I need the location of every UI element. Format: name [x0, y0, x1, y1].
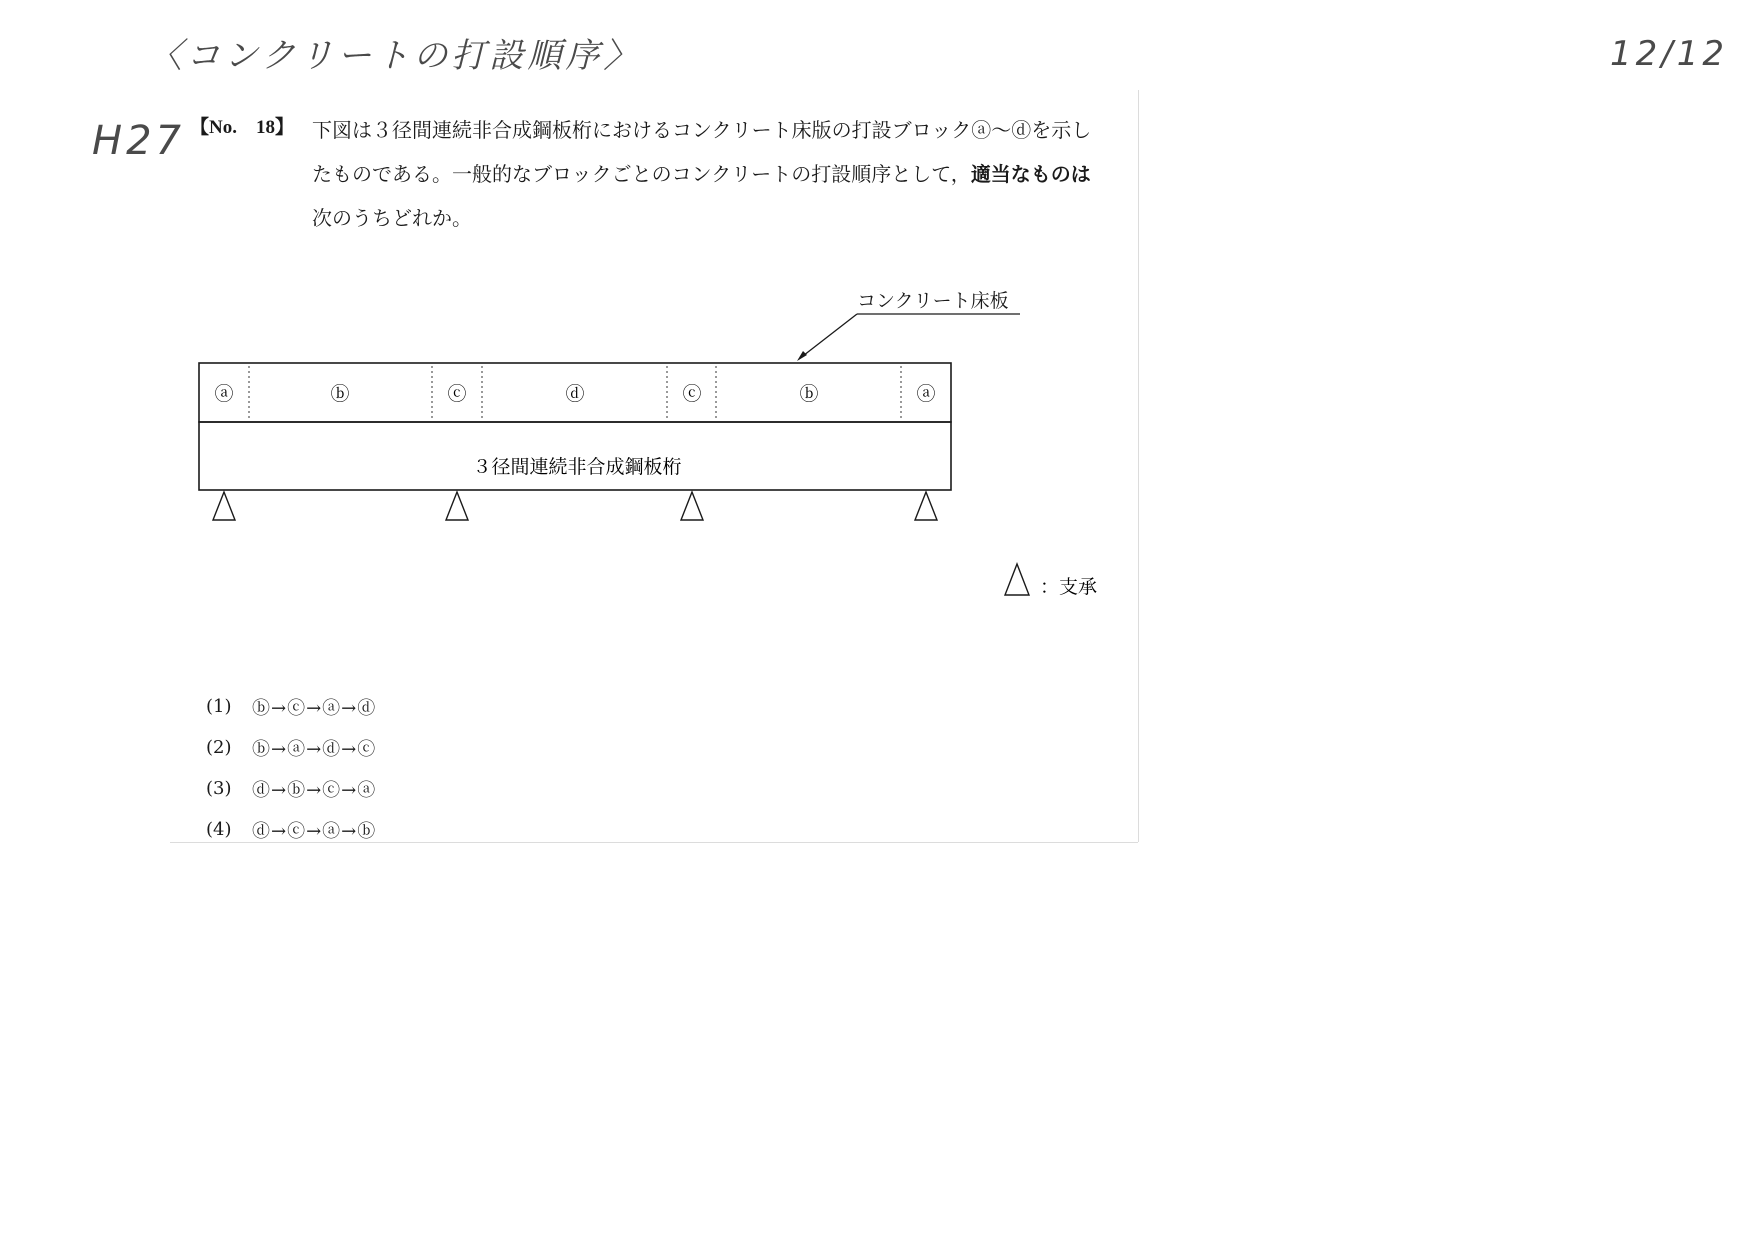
handwritten-title: 〈コンクリートの打設順序〉 [148, 36, 642, 76]
block-a-right: ⓐ [916, 383, 936, 405]
slab-leader-line [799, 314, 857, 359]
block-d-center: ⓓ [565, 383, 585, 405]
bearing-triangle-1 [213, 492, 235, 520]
choice-sequence: ⓓ→ⓑ→ⓒ→ⓐ [252, 779, 377, 801]
block-a-left: ⓐ [214, 383, 234, 405]
choice-sequence: ⓑ→ⓒ→ⓐ→ⓓ [252, 697, 377, 719]
choice-number: (3) [206, 778, 232, 799]
choice-sequence: ⓓ→ⓒ→ⓐ→ⓑ [252, 820, 377, 842]
bearing-triangle-4 [915, 492, 937, 520]
block-b-right: ⓑ [799, 383, 819, 405]
question-line-3: 次のうちどれか。 [312, 206, 472, 230]
question-line-2: たものである。一般的なブロックごとのコンクリートの打設順序として，適当なものは [312, 162, 1091, 186]
answer-choices [206, 686, 376, 850]
slab-label: コンクリート床板 [857, 290, 1009, 312]
bearing-triangle-2 [446, 492, 468, 520]
block-c-right: ⓒ [682, 383, 702, 405]
choice-sequence: ⓑ→ⓐ→ⓓ→ⓒ [252, 738, 377, 760]
bearing-triangle-3 [681, 492, 703, 520]
legend-bearing-icon [1005, 564, 1029, 595]
handwritten-year: H27 [92, 118, 185, 164]
girder-label: ３径間連続非合成鋼板桁 [472, 456, 682, 478]
choice-number: (1) [206, 696, 232, 717]
choice-4[interactable] [206, 809, 376, 850]
choice-number: (2) [206, 737, 232, 758]
legend-bearing-text: ：支承 [1040, 576, 1098, 598]
question-number: 【No. 18】 [190, 117, 294, 138]
question-line-1: 下図は３径間連続非合成鋼板桁におけるコンクリート床版の打設ブロックⓐ～ⓓを示し [312, 118, 1092, 142]
slab-leader-arrowhead [797, 351, 807, 361]
choice-2[interactable] [206, 727, 376, 768]
choice-1[interactable] [206, 686, 376, 727]
block-b-left: ⓑ [330, 383, 350, 405]
handwritten-page-number: 12/12 [1610, 34, 1728, 74]
choice-3[interactable] [206, 768, 376, 809]
choice-number: (4) [206, 819, 232, 840]
question-emphasis: 適当なものは [970, 162, 1091, 186]
block-c-left: ⓒ [447, 383, 467, 405]
